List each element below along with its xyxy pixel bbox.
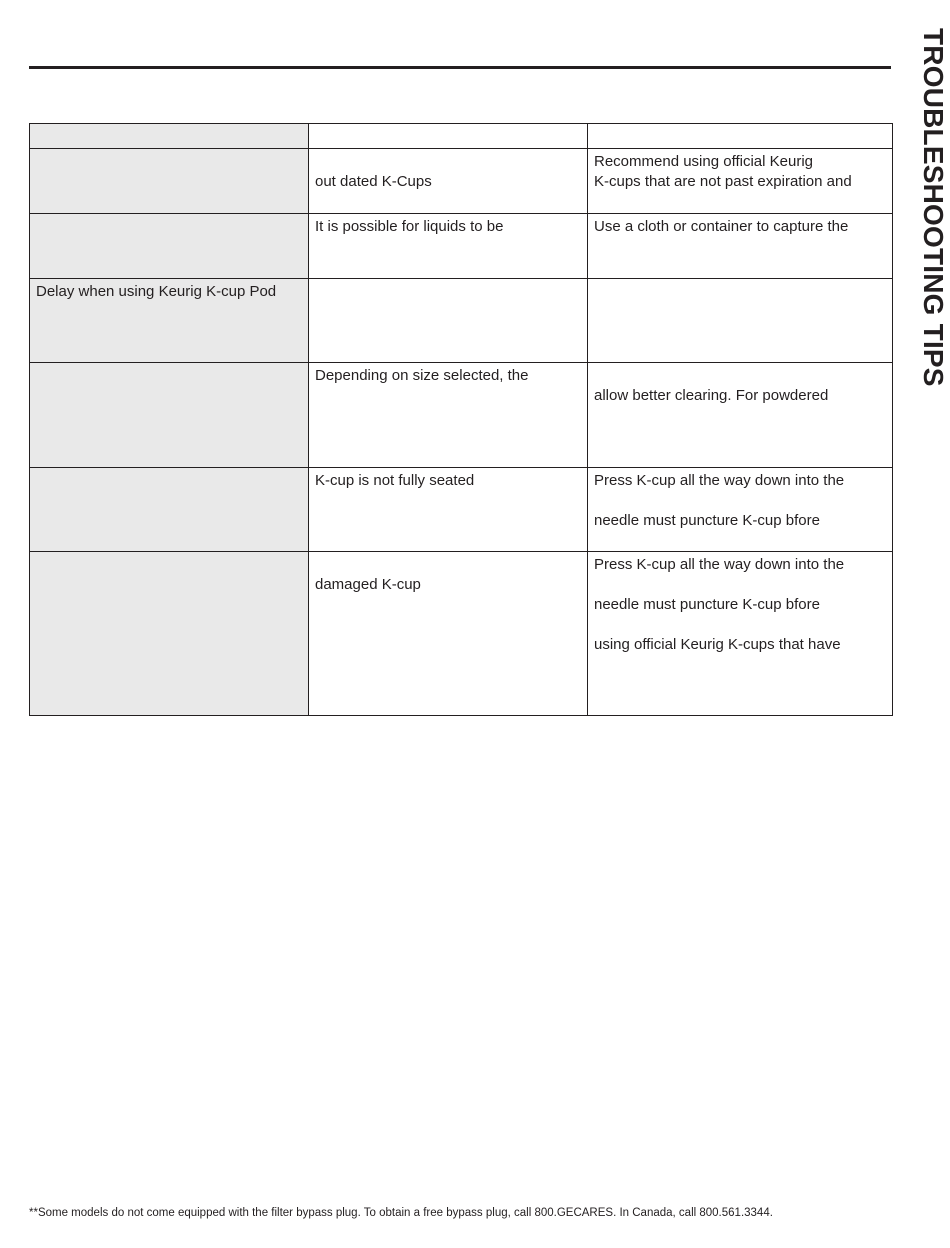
footnote: **Some models do not come equipped with the filter bypass plug. To obtain a free bypass plug, call 800.GECARES. In Canada, call 800.561.3344. xyxy=(29,1207,773,1219)
top-rule xyxy=(29,66,891,69)
table-row xyxy=(30,149,893,214)
cause-text: It is possible for liquids to be xyxy=(315,218,504,235)
problem-text xyxy=(36,152,302,172)
solution-text: Press K-cup all the way down into the xyxy=(594,556,845,573)
header-cell-solution xyxy=(588,124,893,149)
cause-text xyxy=(315,282,581,302)
solution-cell xyxy=(588,363,893,468)
cause-text: out dated K-Cups xyxy=(315,173,432,190)
header-cell-cause xyxy=(309,124,588,149)
solution-cell xyxy=(588,279,893,363)
cause-cell xyxy=(309,279,588,363)
problem-cell xyxy=(30,552,309,716)
table-row xyxy=(30,468,893,552)
solution-cell xyxy=(588,468,893,552)
cause-text: Depending on size selected, the xyxy=(315,367,529,384)
cause-text: damaged K-cup xyxy=(315,576,421,593)
problem-cell xyxy=(30,279,309,363)
problem-cell xyxy=(30,363,309,468)
cause-text xyxy=(315,152,581,172)
solution-text: allow better clearing. For powdered xyxy=(594,387,829,404)
cause-cell xyxy=(309,149,588,214)
cause-cell xyxy=(309,363,588,468)
problem-text xyxy=(36,366,302,386)
solution-text: Use a cloth or container to capture the xyxy=(594,218,849,235)
cause-cell xyxy=(309,468,588,552)
table-row xyxy=(30,279,893,363)
solution-text: needle must puncture K-cup bfore xyxy=(594,512,820,529)
solution-text: Press K-cup all the way down into the xyxy=(594,472,845,489)
solution-text: K-cups that are not past expiration and xyxy=(594,173,852,190)
page-side-title: TROUBLESHOOTING TIPS xyxy=(918,28,949,387)
problem-text xyxy=(36,217,302,237)
problem-cell xyxy=(30,149,309,214)
problem-cell xyxy=(30,214,309,279)
table-header-row xyxy=(30,124,893,149)
solution-text: needle must puncture K-cup bfore xyxy=(594,596,820,613)
solution-text xyxy=(594,282,886,302)
solution-text: using official Keurig K-cups that have xyxy=(594,636,841,653)
problem-text xyxy=(36,555,302,575)
cause-text: K-cup is not fully seated xyxy=(315,472,475,489)
solution-cell xyxy=(588,214,893,279)
table-row xyxy=(30,552,893,716)
solution-cell xyxy=(588,149,893,214)
table-row xyxy=(30,363,893,468)
problem-text: Delay when using Keurig K-cup Pod xyxy=(36,283,277,300)
solution-cell xyxy=(588,552,893,716)
cause-cell xyxy=(309,214,588,279)
solution-text: Recommend using official Keurig xyxy=(594,153,814,170)
problem-cell xyxy=(30,468,309,552)
troubleshooting-table xyxy=(29,123,893,716)
table-row xyxy=(30,214,893,279)
header-cell-problem xyxy=(30,124,309,149)
cause-cell xyxy=(309,552,588,716)
solution-text xyxy=(594,366,886,386)
problem-text xyxy=(36,471,302,491)
